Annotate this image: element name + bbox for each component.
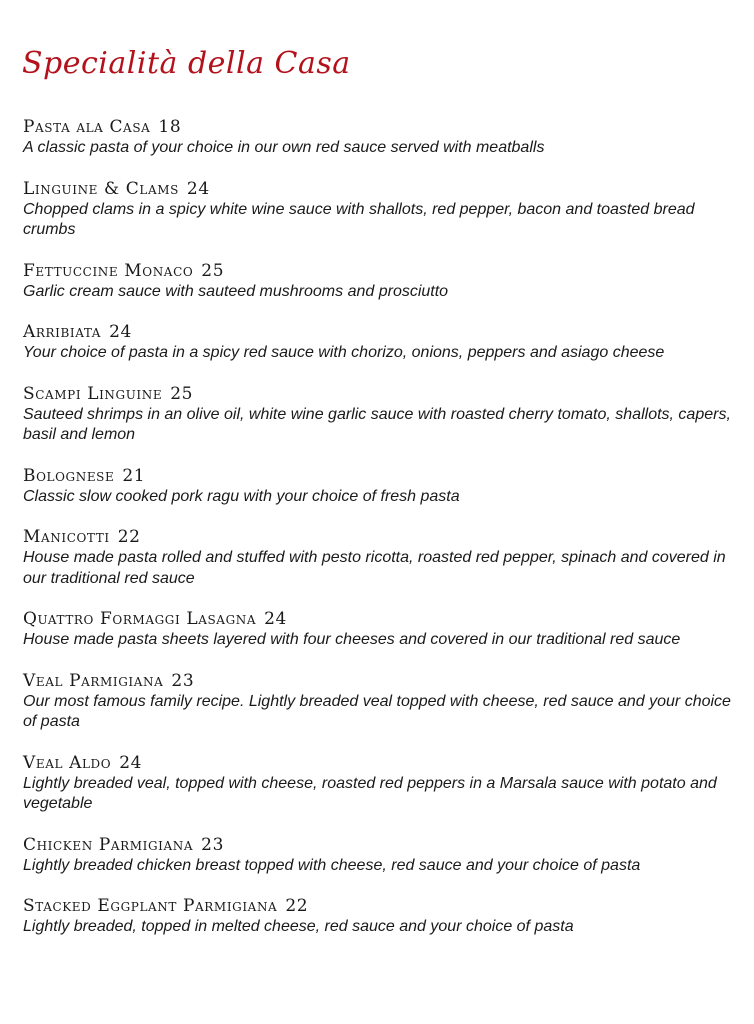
menu-item: [23, 752, 735, 815]
menu-item-header: [23, 178, 735, 200]
menu-item-price: 24: [119, 752, 143, 773]
menu-item-name: Veal Aldo: [23, 752, 112, 773]
menu-title: Specialità della Casa: [22, 46, 351, 81]
menu-item-price: 21: [122, 465, 146, 486]
menu-item-description: House made pasta sheets layered with four cheeses and covered in our traditional red sauce: [23, 631, 681, 648]
menu-item-description: Chopped clams in a spicy white wine sauce with shallots, red pepper, bacon and toasted bread crumbs: [23, 200, 695, 238]
menu-item-price: 23: [201, 834, 224, 855]
menu-item-name: Arribiata: [23, 322, 102, 342]
menu-item-price: 24: [109, 322, 132, 342]
menu-item-header: [23, 895, 735, 917]
menu-item: [23, 526, 735, 589]
menu-item-header: [23, 116, 735, 138]
menu-item-name: Stacked Eggplant Parmigiana: [23, 896, 278, 916]
menu-item-description: Lightly breaded, topped in melted cheese, red sauce and your choice of pasta: [23, 918, 574, 935]
menu-item-description: A classic pasta of your choice in our own red sauce served with meatballs: [23, 139, 545, 156]
menu-item-description: Garlic cream sauce with sauteed mushrooms and prosciutto: [23, 282, 449, 300]
menu-item-description: Lightly breaded chicken breast topped with cheese, red sauce and your choice of pasta: [23, 856, 641, 874]
menu-item-name: Bolognese: [23, 465, 115, 486]
menu-item-name: Pasta ala Casa: [23, 117, 151, 137]
menu-item: [23, 178, 735, 241]
menu-item-description: Sauteed shrimps in an olive oil, white wine garlic sauce with roasted cherry tomato, shallots, capers, basil and lemon: [23, 405, 731, 443]
menu-item-price: 24: [264, 609, 287, 629]
menu-item-name: Linguine & Clams: [23, 178, 179, 199]
menu-item: [23, 670, 735, 733]
menu-item-price: 25: [170, 383, 194, 404]
menu-item-description: House made pasta rolled and stuffed with pesto ricotta, roasted red pepper, spinach and covered in our traditional red sauce: [23, 549, 726, 587]
menu-item-name: Fettuccine Monaco: [23, 260, 194, 281]
menu-item: [23, 321, 735, 364]
menu-item-header: [23, 670, 735, 692]
menu-item-price: 22: [117, 527, 141, 547]
menu-item: [23, 834, 735, 877]
menu-item: [23, 895, 735, 938]
menu-item: [23, 260, 735, 303]
menu-item: [23, 116, 735, 159]
menu-item-header: [23, 608, 735, 630]
menu-item-description: Classic slow cooked pork ragu with your choice of fresh pasta: [23, 487, 460, 505]
menu-item-header: [23, 834, 735, 856]
menu-item-description: Lightly breaded veal, topped with cheese, roasted red peppers in a Marsala sauce with potato and vegetable: [23, 774, 717, 812]
menu-item-description: Our most famous family recipe. Lightly breaded veal topped with cheese, red sauce and your choice of pasta: [23, 692, 731, 730]
menu-item-name: Veal Parmigiana: [23, 670, 164, 691]
menu-item-price: 24: [186, 178, 210, 199]
menu-item-price: 23: [171, 670, 195, 691]
menu-item-header: [23, 465, 735, 487]
menu-item-list: [23, 116, 735, 957]
menu-item-name: Chicken Parmigiana: [23, 834, 194, 855]
menu-item-price: 25: [201, 260, 225, 281]
menu-item-name: Manicotti: [23, 527, 110, 547]
menu-item: [23, 465, 735, 508]
menu-item-header: [23, 321, 735, 343]
menu-item-name: Quattro Formaggi Lasagna: [23, 609, 257, 629]
menu-item-description: Your choice of pasta in a spicy red sauce with chorizo, onions, peppers and asiago cheese: [23, 344, 665, 361]
menu-item-price: 22: [285, 896, 309, 916]
menu-item-header: [23, 260, 735, 282]
menu-item-header: [23, 383, 735, 405]
menu-item-name: Scampi Linguine: [23, 383, 163, 404]
menu-item: [23, 608, 735, 651]
menu-item-header: [23, 752, 735, 774]
menu-item-header: [23, 526, 735, 548]
menu-item: [23, 383, 735, 446]
menu-item-price: 18: [158, 117, 182, 137]
